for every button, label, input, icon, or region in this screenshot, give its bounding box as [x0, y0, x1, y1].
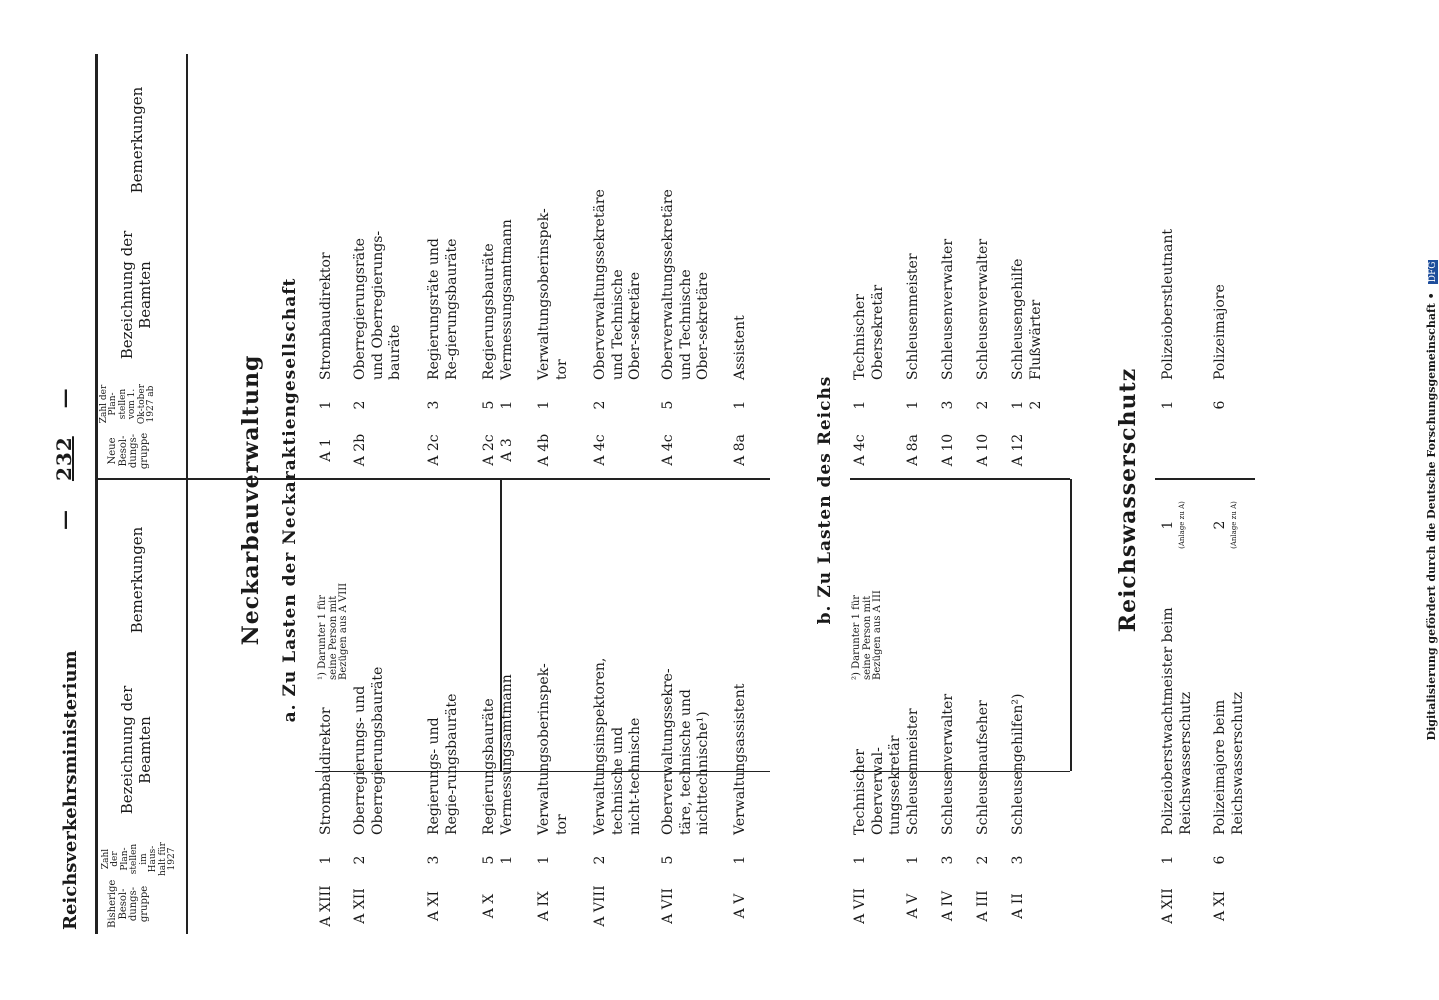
- designation-old: Schleusenverwalter: [940, 693, 956, 835]
- count-old: 3: [1010, 855, 1026, 865]
- designation-old: Regierungsbauräte Vermessungsamtmann: [481, 674, 515, 835]
- old-grade: A V: [905, 893, 921, 919]
- count-new: 1: [318, 400, 334, 410]
- designation-new: Strombaudirektor: [318, 252, 334, 380]
- section-title-neckarbauverwaltung: Neckarbauverwaltung: [238, 354, 264, 646]
- count-new: 2: [352, 400, 368, 410]
- old-grade: A II: [1010, 893, 1026, 919]
- count-new: 5: [660, 400, 676, 410]
- designation-new: Schleusenverwalter: [975, 238, 991, 380]
- funding-note: [1420, 40, 1439, 960]
- header-bezeichnung-right: Bezeichnung der Beamten: [118, 230, 154, 360]
- new-grade: A 10: [940, 433, 956, 467]
- center-divider-3: [1155, 478, 1255, 480]
- new-grade: A 4c: [592, 434, 608, 466]
- new-grade: A 8a: [732, 434, 748, 466]
- count-new: 1 2: [1010, 400, 1044, 410]
- old-grade: A XI: [1212, 890, 1228, 922]
- count-old: 1: [318, 855, 334, 865]
- designation-old: Strombaudirektor: [318, 707, 334, 835]
- header-bemerkungen-left: Bemerkungen: [128, 526, 146, 634]
- subsection-b: b. Zu Lasten des Reichs: [815, 375, 835, 625]
- designation-old: Oberregierungs- und Oberregierungsbauräte: [352, 666, 386, 835]
- header-bezeichnung-left: Bezeichnung der Beamten: [118, 685, 154, 815]
- new-grade: A 2b: [352, 433, 368, 467]
- count-new: 1: [1160, 400, 1176, 410]
- old-grade: A IV: [940, 890, 956, 922]
- header-bemerkungen-right: Bemerkungen: [128, 86, 146, 194]
- count-old: 1: [536, 855, 552, 865]
- old-grade: A XIII: [318, 885, 334, 927]
- funding-text: Digitalisierung gefördert durch die Deutsche Forschungsgemeinschaft •: [1425, 292, 1438, 741]
- designation-old: Polizeimajore beim Reichswasserschutz: [1212, 691, 1246, 835]
- count-old: 3: [940, 855, 956, 865]
- old-grade: A III: [975, 890, 991, 922]
- count-new: 3: [940, 400, 956, 410]
- header-bottom-rule: [186, 54, 188, 934]
- designation-old: Verwaltungsassistent: [732, 683, 748, 835]
- designation-old: Schleusenaufseher: [975, 700, 991, 835]
- count-old: 1: [1160, 855, 1176, 865]
- new-grade: A 4c: [660, 434, 676, 466]
- designation-new: Verwaltungsoberinspek-tor: [536, 208, 570, 380]
- designation-new: Oberverwaltungssekretäre und Technische Ober-sekretäre: [660, 189, 711, 380]
- header-neue: Neue Besol-dungs-gruppe: [107, 432, 150, 470]
- designation-old: Regierungs- und Regie-rungsbauräte: [426, 693, 460, 835]
- old-grade: A X: [481, 893, 497, 919]
- count-new: 3: [426, 400, 442, 410]
- designation-new: Oberregierungsräte und Oberregierungs-bauräte: [352, 230, 403, 380]
- center-column-divider: [95, 478, 770, 480]
- count-old: 3: [426, 855, 442, 865]
- header-zahl-right: Zahl der Plan-stellen vom 1. Ok-tober 1927 ab: [99, 383, 157, 425]
- new-grade: A 8a: [905, 434, 921, 466]
- center-divider-2: [850, 478, 1070, 480]
- annex-note: (Anlage zu A): [1177, 501, 1186, 549]
- dash-left: —: [52, 509, 76, 530]
- new-grade-block: [1212, 485, 1238, 565]
- remark: ²) Darunter 1 für seine Person mit Bezügen aus A III: [851, 590, 883, 680]
- new-grade: A 12: [1010, 433, 1026, 467]
- designation-old: Schleusenmeister: [905, 708, 921, 835]
- dfg-logo: DFG: [1428, 261, 1438, 283]
- new-grade: A 2c A 3: [481, 434, 515, 466]
- annex-note: (Anlage zu A): [1229, 501, 1238, 549]
- old-grade: A VII: [852, 888, 868, 924]
- old-grade: A XII: [1160, 888, 1176, 924]
- dash-right: —: [52, 387, 76, 409]
- new-grade: A 1: [318, 438, 334, 462]
- designation-old: Verwaltungsinspektoren, technische und nicht-technische: [592, 657, 643, 835]
- new-grade: A 4c: [852, 434, 868, 466]
- designation-new: Polizeimajore: [1212, 284, 1228, 380]
- count-old: 1: [905, 855, 921, 865]
- count-new: 1: [905, 400, 921, 410]
- subsection-a: a. Zu Lasten der Neckaraktiengesellschaft: [280, 277, 300, 723]
- count-old: 5 1: [481, 855, 515, 865]
- new-grade: 1: [1160, 520, 1176, 530]
- old-grade: A XI: [426, 890, 442, 922]
- remark: ¹) Darunter 1 für seine Person mit Bezügen aus A VIII: [317, 582, 349, 680]
- designation-new: Regierungsbauräte Vermessungsamtmann: [481, 219, 515, 380]
- new-grade: 2: [1212, 520, 1228, 530]
- designation-new: Regierungsräte und Re-gierungsbauräte: [426, 238, 460, 380]
- old-grade: A IX: [536, 890, 552, 922]
- old-grade: A VIII: [592, 885, 608, 927]
- section-title-reichswasserschutz: Reichswasserschutz: [1115, 367, 1141, 633]
- new-grade: A 2c: [426, 434, 442, 466]
- header-bisherige: Bisherige Besol-dungs-gruppe: [107, 879, 150, 928]
- designation-old: Oberverwaltungssekre-täre, technische und nichttechnische¹): [660, 668, 711, 835]
- count-new: 5 1: [481, 400, 515, 410]
- count-old: 6: [1212, 855, 1228, 865]
- count-new: 1: [852, 400, 868, 410]
- count-old: 5: [660, 855, 676, 865]
- header-top-rule: [95, 54, 98, 934]
- old-grade: A V: [732, 893, 748, 919]
- designation-new: Technischer Obersekretär: [852, 284, 886, 380]
- new-grade-block: [1160, 485, 1186, 565]
- page-number: 232: [52, 436, 76, 482]
- count-new: 2: [975, 400, 991, 410]
- old-grade: A XII: [352, 888, 368, 924]
- designation-new: Schleusenmeister: [905, 253, 921, 380]
- count-new: 2: [592, 400, 608, 410]
- designation-new: Schleusenverwalter: [940, 238, 956, 380]
- designation-old: Technischer Oberverwal-tungssekretär: [852, 735, 903, 835]
- designation-old: Schleusengehilfen²): [1010, 693, 1026, 835]
- count-new: 1: [536, 400, 552, 410]
- count-old: 2: [352, 855, 368, 865]
- designation-new: Polizeioberstleutnant: [1160, 229, 1176, 380]
- designation-old: Verwaltungsoberinspek-tor: [536, 663, 570, 835]
- page-number-line: [52, 387, 76, 530]
- header-zahl-left: Zahl der Plan-stellen im Haus-halt für 1927: [101, 842, 178, 876]
- note-box-rule-2: [1070, 479, 1072, 771]
- old-grade: A VII: [660, 888, 676, 924]
- designation-new: Oberverwaltungssekretäre und Technische Ober-sekretäre: [592, 189, 643, 380]
- designation-new: Assistent: [732, 315, 748, 380]
- count-new: 6: [1212, 400, 1228, 410]
- running-head: Reichsverkehrsministerium: [60, 650, 81, 930]
- count-old: 2: [592, 855, 608, 865]
- designation-new: Schleusengehilfe Flußwärter: [1010, 258, 1044, 380]
- count-old: 1: [852, 855, 868, 865]
- count-old: 1: [732, 855, 748, 865]
- designation-old: Polizeioberstwachtmeister beim Reichswasserschutz: [1160, 607, 1194, 835]
- count-old: 2: [975, 855, 991, 865]
- new-grade: A 10: [975, 433, 991, 467]
- new-grade: A 4b: [536, 433, 552, 467]
- count-new: 1: [732, 400, 748, 410]
